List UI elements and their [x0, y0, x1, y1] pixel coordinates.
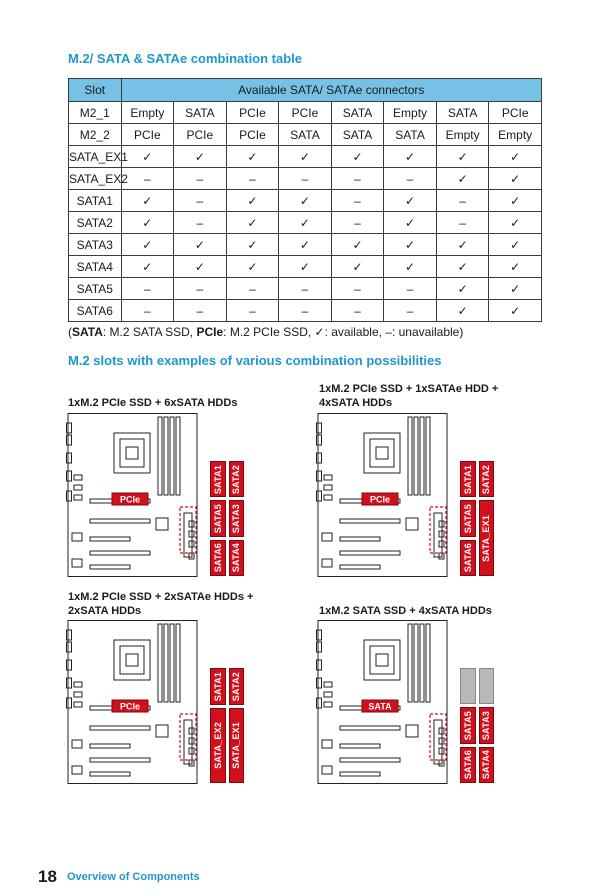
table-cell: –: [226, 300, 279, 322]
table-cell: Empty: [384, 102, 437, 124]
sata-connector: [460, 747, 476, 783]
table-cell: ✓: [384, 146, 437, 168]
table-cell: ✓: [436, 168, 489, 190]
sata-connector: [229, 461, 245, 497]
connector-label: SATA_EX2: [212, 722, 223, 770]
m2-slot-label: PCIe: [119, 701, 141, 712]
sata-connector-group: [460, 668, 494, 783]
table-row: [69, 146, 542, 168]
table-row: [69, 124, 542, 146]
table-cell: ✓: [489, 212, 542, 234]
table-cell: ✓: [226, 146, 279, 168]
row-slot-label: SATA_EX1: [69, 146, 122, 168]
sata-connector-group: [210, 668, 244, 783]
sata-connector: [210, 668, 226, 705]
m2-slot-label: SATA: [368, 701, 392, 712]
table-cell: –: [279, 168, 332, 190]
table-cell: –: [384, 300, 437, 322]
connector-label: SATA1: [212, 464, 223, 494]
row-slot-label: SATA3: [69, 234, 122, 256]
table-cell: –: [279, 300, 332, 322]
example-caption-2: 1xM.2 PCIe SSD + 1xSATAe HDD + 4xSATA HDDs: [319, 383, 499, 409]
table-cell: PCIe: [121, 124, 174, 146]
combination-table: [68, 78, 542, 322]
table-cell: –: [121, 278, 174, 300]
table-cell: PCIe: [226, 124, 279, 146]
table-row: [69, 256, 542, 278]
table-row: [69, 212, 542, 234]
connector-label: SATA5: [462, 710, 473, 741]
table-cell: ✓: [384, 256, 437, 278]
table-cell: ✓: [384, 190, 437, 212]
sata-connector-group: [210, 461, 244, 576]
row-slot-label: SATA_EX2: [69, 168, 122, 190]
table-cell: ✓: [121, 212, 174, 234]
connector-label: SATA6: [462, 543, 473, 573]
table-cell: ✓: [489, 168, 542, 190]
table-row: [69, 278, 542, 300]
empty-connector: [460, 668, 476, 704]
page-number: 18: [38, 867, 57, 886]
table-cell: –: [174, 168, 227, 190]
table-row: [69, 190, 542, 212]
table-cell: –: [121, 300, 174, 322]
example-caption-3: 1xM.2 PCIe SSD + 2xSATAe HDDs + 2xSATA HDDs: [68, 591, 254, 617]
table-cell: ✓: [436, 300, 489, 322]
table-cell: –: [331, 212, 384, 234]
table-row: [69, 102, 542, 124]
table-cell: ✓: [489, 146, 542, 168]
table-cell: ✓: [279, 212, 332, 234]
table-cell: ✓: [436, 256, 489, 278]
table-cell: –: [331, 168, 384, 190]
connector-label: SATA2: [231, 464, 242, 494]
table-cell: –: [174, 212, 227, 234]
example-caption-1: 1xM.2 PCIe SSD + 6xSATA HDDs: [68, 397, 238, 409]
row-slot-label: M2_1: [69, 102, 122, 124]
m2-slot-label: PCIe: [119, 494, 141, 505]
empty-connector: [479, 668, 495, 704]
table-cell: SATA: [436, 102, 489, 124]
sata-connector-group: [460, 461, 494, 576]
sata-connector: [460, 500, 476, 536]
connector-label: SATA5: [212, 503, 223, 534]
connector-label: SATA_EX1: [231, 722, 242, 770]
table-cell: ✓: [331, 234, 384, 256]
table-cell: ✓: [226, 212, 279, 234]
table-cell: PCIe: [174, 124, 227, 146]
table-row: [69, 168, 542, 190]
table-cell: SATA: [384, 124, 437, 146]
table-cell: PCIe: [279, 102, 332, 124]
table-cell: SATA: [174, 102, 227, 124]
sata-connector: [479, 707, 495, 743]
table-cell: –: [384, 168, 437, 190]
sata-connector: [229, 500, 245, 536]
sata-connector: [210, 461, 226, 497]
table-cell: SATA: [331, 124, 384, 146]
table-cell: –: [121, 168, 174, 190]
table-cell: ✓: [121, 146, 174, 168]
table-cell: ✓: [226, 234, 279, 256]
table-cell: ✓: [226, 256, 279, 278]
footer-section: Overview of Components: [67, 871, 200, 883]
connector-label: SATA2: [231, 672, 242, 702]
table-cell: SATA: [331, 102, 384, 124]
motherboard-diagram: [316, 413, 448, 578]
table-cell: –: [226, 168, 279, 190]
table-cell: ✓: [436, 278, 489, 300]
row-slot-label: SATA2: [69, 212, 122, 234]
sata-connector: [210, 540, 226, 576]
table-cell: –: [331, 278, 384, 300]
connector-label: SATA3: [481, 710, 492, 741]
table-cell: Empty: [121, 102, 174, 124]
table-cell: ✓: [384, 212, 437, 234]
table-cell: ✓: [226, 190, 279, 212]
connector-label: SATA6: [462, 750, 473, 780]
sata-connector: [479, 747, 495, 783]
m2-slot-label: PCIe: [369, 494, 391, 505]
sata-connector: [460, 540, 476, 576]
table-cell: –: [436, 212, 489, 234]
table-cell: ✓: [174, 146, 227, 168]
sata-connector: [479, 500, 495, 576]
sata-connector: [460, 707, 476, 743]
table-cell: ✓: [384, 234, 437, 256]
sata-connector: [479, 461, 495, 497]
table-cell: ✓: [489, 278, 542, 300]
sata-connector: [210, 500, 226, 536]
table-cell: ✓: [279, 234, 332, 256]
connector-label: SATA6: [212, 543, 223, 573]
row-slot-label: SATA1: [69, 190, 122, 212]
table-cell: ✓: [174, 234, 227, 256]
table-cell: ✓: [121, 256, 174, 278]
table-cell: –: [226, 278, 279, 300]
table-cell: ✓: [279, 146, 332, 168]
table-row: [69, 234, 542, 256]
example-caption-4: 1xM.2 SATA SSD + 4xSATA HDDs: [319, 605, 492, 617]
table-cell: ✓: [489, 256, 542, 278]
row-slot-label: SATA6: [69, 300, 122, 322]
table-cell: ✓: [331, 256, 384, 278]
sata-connector: [229, 708, 245, 783]
table-cell: PCIe: [226, 102, 279, 124]
sata-connector: [229, 540, 245, 576]
table-cell: ✓: [174, 256, 227, 278]
table-cell: SATA: [279, 124, 332, 146]
examples-title: M.2 slots with examples of various combination possibilities: [68, 353, 442, 368]
row-slot-label: M2_2: [69, 124, 122, 146]
connector-label: SATA3: [231, 503, 242, 534]
table-cell: –: [279, 278, 332, 300]
table-cell: ✓: [436, 146, 489, 168]
table-cell: ✓: [489, 190, 542, 212]
motherboard-diagram: [66, 620, 198, 785]
section-title: M.2/ SATA & SATAe combination table: [68, 51, 303, 66]
table-cell: –: [331, 300, 384, 322]
connector-label: SATA1: [462, 464, 473, 494]
table-cell: ✓: [436, 234, 489, 256]
table-cell: –: [174, 300, 227, 322]
connector-label: SATA2: [481, 464, 492, 494]
connector-label: SATA4: [481, 750, 492, 780]
table-cell: ✓: [279, 256, 332, 278]
table-cell: –: [436, 190, 489, 212]
row-slot-label: SATA4: [69, 256, 122, 278]
table-cell: ✓: [331, 146, 384, 168]
motherboard-diagram: [66, 413, 198, 578]
table-cell: –: [384, 278, 437, 300]
table-cell: –: [174, 278, 227, 300]
table-legend: (SATA: M.2 SATA SSD, PCIe: M.2 PCIe SSD, ✓: available, –: unavailable): [68, 325, 464, 339]
table-cell: ✓: [121, 190, 174, 212]
table-cell: ✓: [279, 190, 332, 212]
header-slot: Slot: [69, 79, 122, 102]
header-available: Available SATA/ SATAe connectors: [121, 79, 541, 102]
table-row: [69, 300, 542, 322]
table-cell: Empty: [489, 124, 542, 146]
sata-connector: [229, 668, 245, 705]
connector-label: SATA5: [462, 503, 473, 534]
motherboard-diagram: [316, 620, 448, 785]
connector-label: SATA_EX1: [481, 514, 492, 562]
connector-label: SATA1: [212, 672, 223, 702]
table-cell: –: [174, 190, 227, 212]
table-cell: –: [331, 190, 384, 212]
connector-label: SATA4: [231, 543, 242, 573]
table-cell: PCIe: [489, 102, 542, 124]
sata-connector: [210, 708, 226, 783]
table-cell: Empty: [436, 124, 489, 146]
table-cell: ✓: [121, 234, 174, 256]
row-slot-label: SATA5: [69, 278, 122, 300]
table-cell: ✓: [489, 234, 542, 256]
table-cell: ✓: [489, 300, 542, 322]
sata-connector: [460, 461, 476, 497]
